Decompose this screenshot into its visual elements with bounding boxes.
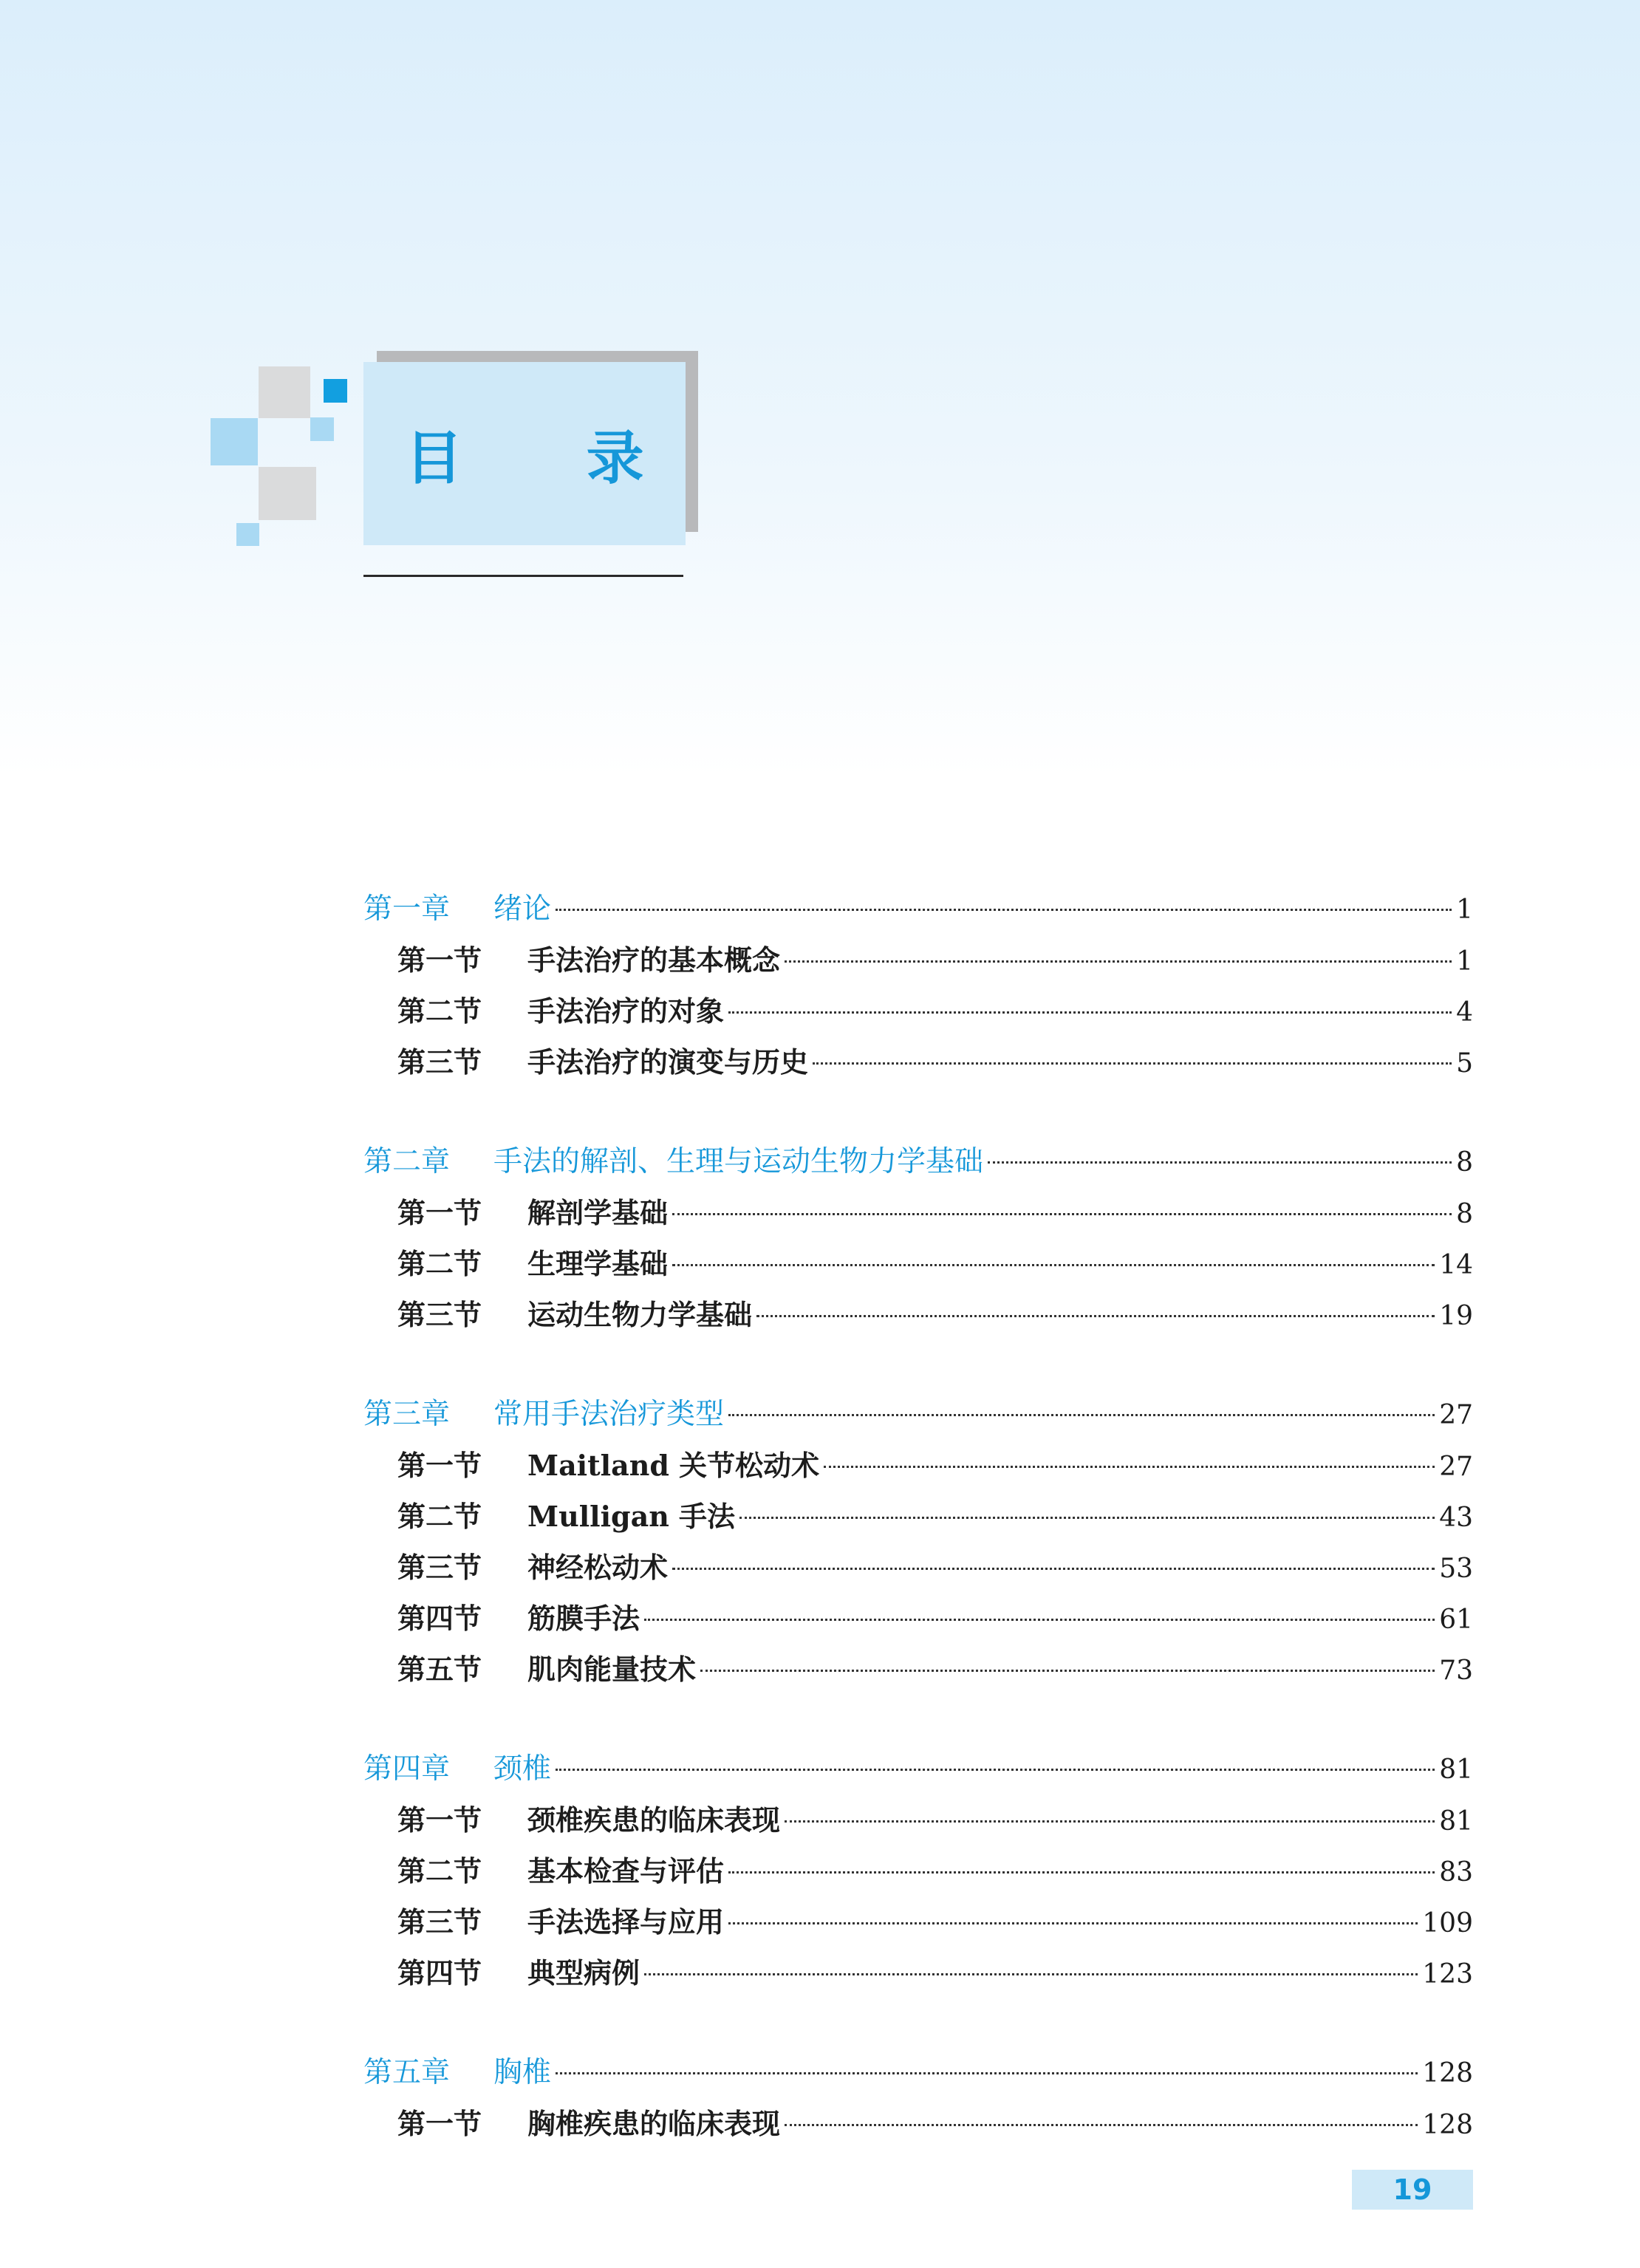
- section-number: 第二节: [397, 1854, 482, 1888]
- section-page: 14: [1439, 1250, 1473, 1280]
- toc-section-row[interactable]: [363, 2098, 1473, 2149]
- toc-section-row[interactable]: [363, 1036, 1473, 1087]
- section-title: 生理学基础: [527, 1247, 669, 1280]
- toc-chapter-row[interactable]: [363, 1136, 1473, 1187]
- chapter-block-5: [363, 2047, 1473, 2149]
- toc-section-row[interactable]: [363, 1491, 1473, 1542]
- section-page: 5: [1456, 1048, 1473, 1079]
- section-title: Maitland 关节松动术: [527, 1449, 820, 1482]
- dot-leader: [739, 1517, 1435, 1519]
- section-number: 第二节: [397, 1500, 482, 1533]
- section-number: 第一节: [397, 2107, 482, 2140]
- chapter-number: 第一章: [363, 892, 451, 926]
- toc-section-row[interactable]: [363, 1238, 1473, 1289]
- dot-leader: [728, 1011, 1452, 1014]
- section-title: 胸椎疾患的临床表现: [527, 2107, 781, 2140]
- toc-section-row[interactable]: [363, 1896, 1473, 1947]
- section-title: 手法治疗的基本概念: [527, 943, 781, 977]
- toc-section-row[interactable]: [363, 1440, 1473, 1491]
- page-number: 19: [1393, 2173, 1432, 2206]
- dot-leader: [988, 1161, 1452, 1164]
- section-number: 第二节: [397, 994, 482, 1028]
- toc-chapter-row[interactable]: [363, 884, 1473, 935]
- section-page: 1: [1456, 946, 1473, 977]
- section-number: 第四节: [397, 1956, 482, 1989]
- section-title: 手法选择与应用: [527, 1905, 725, 1939]
- toc-section-row[interactable]: [363, 1542, 1473, 1593]
- section-page: 19: [1439, 1301, 1473, 1331]
- section-title: 解剖学基础: [527, 1196, 669, 1229]
- toc-section-row[interactable]: [363, 1289, 1473, 1340]
- dot-leader: [672, 1568, 1435, 1570]
- section-title: 运动生物力学基础: [527, 1298, 753, 1331]
- toc-chapter-row[interactable]: [363, 2047, 1473, 2098]
- section-page: 81: [1439, 1806, 1473, 1837]
- dot-leader: [556, 2072, 1418, 2074]
- chapter-number: 第五章: [363, 2056, 451, 2089]
- chapter-block-2: [363, 1136, 1473, 1340]
- chapter-page: 128: [1422, 2058, 1473, 2088]
- section-page: 4: [1456, 997, 1473, 1028]
- dot-leader: [756, 1315, 1435, 1317]
- decor-square-lightblue-small: [310, 417, 334, 441]
- chapter-title: 常用手法治疗类型: [493, 1398, 725, 1431]
- dot-leader: [644, 1619, 1435, 1621]
- chapter-page: 27: [1439, 1400, 1473, 1430]
- section-title: 典型病例: [527, 1956, 640, 1989]
- dot-leader: [728, 1414, 1435, 1416]
- section-title: Mulligan 手法: [527, 1500, 736, 1533]
- chapter-number: 第二章: [363, 1145, 451, 1178]
- section-title: 手法治疗的对象: [527, 994, 725, 1028]
- section-page: 73: [1439, 1656, 1473, 1686]
- toc-section-row[interactable]: [363, 1947, 1473, 1998]
- decor-square-blue: [324, 379, 347, 403]
- decor-square-gray-bottom: [259, 467, 316, 520]
- dot-leader: [813, 1062, 1452, 1065]
- dot-leader: [824, 1466, 1435, 1468]
- section-title: 颈椎疾患的临床表现: [527, 1803, 781, 1837]
- chapter-title: 胸椎: [493, 2056, 552, 2089]
- chapter-block-4: [363, 1743, 1473, 1998]
- chapter-page: 1: [1456, 895, 1473, 925]
- toc-chapter-row[interactable]: [363, 1743, 1473, 1794]
- decor-square-lightblue-tiny: [236, 523, 259, 546]
- section-number: 第二节: [397, 1247, 482, 1280]
- dot-leader: [785, 2124, 1418, 2126]
- page-number-badge: [1352, 2170, 1473, 2210]
- dot-leader: [728, 1871, 1435, 1874]
- decor-square-lightblue-large: [211, 418, 258, 465]
- section-number: 第一节: [397, 1449, 482, 1482]
- toc-section-row[interactable]: [363, 986, 1473, 1036]
- chapter-title: 颈椎: [493, 1752, 552, 1786]
- section-page: 109: [1422, 1908, 1473, 1939]
- chapter-block-1: [363, 884, 1473, 1087]
- toc-section-row[interactable]: [363, 935, 1473, 986]
- section-number: 第四节: [397, 1602, 482, 1635]
- title-underline: [363, 575, 683, 577]
- section-number: 第一节: [397, 1803, 482, 1837]
- chapter-title: 绪论: [493, 892, 552, 926]
- section-title: 筋膜手法: [527, 1602, 640, 1635]
- title-box: [363, 362, 696, 545]
- chapter-number: 第四章: [363, 1752, 451, 1786]
- section-number: 第一节: [397, 943, 482, 977]
- toc-section-row[interactable]: [363, 1187, 1473, 1238]
- section-title: 肌肉能量技术: [527, 1653, 697, 1686]
- dot-leader: [644, 1973, 1418, 1975]
- dot-leader: [556, 1769, 1435, 1771]
- section-page: 123: [1422, 1959, 1473, 1989]
- section-number: 第三节: [397, 1298, 482, 1331]
- chapter-block-3: [363, 1389, 1473, 1695]
- section-number: 第一节: [397, 1196, 482, 1229]
- dot-leader: [785, 960, 1452, 963]
- section-page: 128: [1422, 2110, 1473, 2140]
- section-title: 基本检查与评估: [527, 1854, 725, 1888]
- chapter-page: 8: [1456, 1147, 1473, 1178]
- toc-chapter-row[interactable]: [363, 1389, 1473, 1440]
- section-page: 43: [1439, 1503, 1473, 1533]
- section-number: 第三节: [397, 1045, 482, 1079]
- section-number: 第三节: [397, 1551, 482, 1584]
- dot-leader: [785, 1820, 1435, 1823]
- dot-leader: [672, 1213, 1452, 1215]
- section-page: 53: [1439, 1554, 1473, 1584]
- section-page: 61: [1439, 1605, 1473, 1635]
- section-number: 第三节: [397, 1905, 482, 1939]
- chapter-page: 81: [1439, 1755, 1473, 1785]
- section-title: 神经松动术: [527, 1551, 669, 1584]
- section-page: 8: [1456, 1199, 1473, 1229]
- decor-square-gray-top: [259, 366, 310, 418]
- toc-section-row[interactable]: [363, 1845, 1473, 1896]
- section-number: 第五节: [397, 1653, 482, 1686]
- toc-section-row[interactable]: [363, 1644, 1473, 1695]
- dot-leader: [728, 1922, 1418, 1924]
- section-page: 27: [1439, 1452, 1473, 1482]
- dot-leader: [556, 909, 1452, 911]
- table-of-contents: [363, 884, 1473, 2198]
- toc-section-row[interactable]: [363, 1593, 1473, 1644]
- section-title: 手法治疗的演变与历史: [527, 1045, 809, 1079]
- section-page: 83: [1439, 1857, 1473, 1888]
- page-title: 目 录: [405, 426, 696, 492]
- dot-leader: [672, 1264, 1435, 1266]
- chapter-number: 第三章: [363, 1398, 451, 1431]
- toc-section-row[interactable]: [363, 1794, 1473, 1845]
- dot-leader: [700, 1670, 1435, 1672]
- chapter-title: 手法的解剖、生理与运动生物力学基础: [493, 1145, 984, 1178]
